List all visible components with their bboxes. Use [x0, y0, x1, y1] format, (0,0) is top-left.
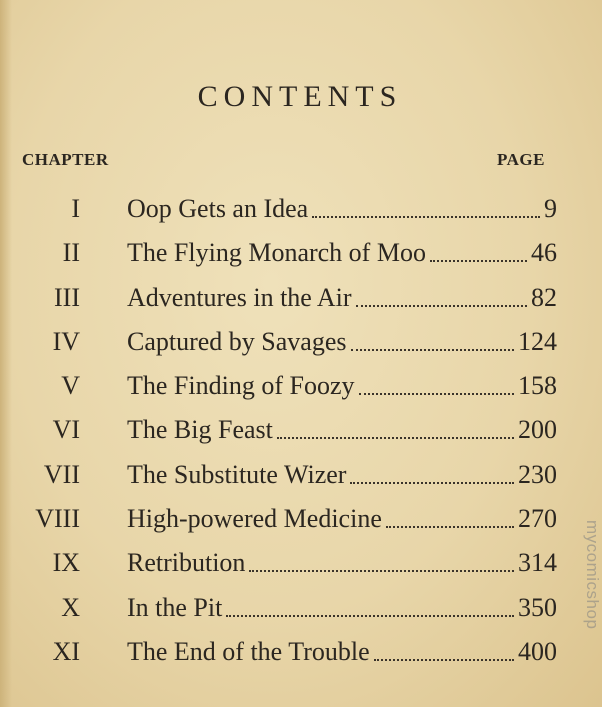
chapter-number: VI: [52, 415, 80, 445]
chapter-page: 82: [531, 282, 557, 312]
toc-row: [0, 540, 600, 584]
chapter-title: The Finding of Foozy: [127, 371, 355, 401]
chapter-page: 350: [518, 592, 557, 622]
toc-row: [0, 186, 600, 230]
chapter-number: V: [61, 371, 80, 401]
chapter-page: 124: [518, 326, 557, 356]
toc-row: [0, 496, 600, 540]
chapter-number: VIII: [35, 504, 80, 534]
dot-leader: [277, 437, 514, 439]
chapter-column-header: CHAPTER: [22, 150, 109, 169]
chapter-title: The End of the Trouble: [127, 636, 370, 666]
chapter-number: I: [71, 194, 80, 223]
chapter-title: The Substitute Wizer: [127, 459, 347, 489]
chapter-title: In the Pit: [127, 592, 223, 622]
chapter-page: 270: [518, 504, 557, 534]
chapter-title: Adventures in the Air: [127, 282, 352, 312]
chapter-page: 158: [518, 371, 557, 401]
chapter-page: 230: [518, 459, 557, 489]
page-column-header: PAGE: [497, 150, 545, 169]
chapter-title: The Flying Monarch of Moo: [127, 238, 426, 268]
dot-leader: [249, 570, 514, 572]
chapter-number: IV: [52, 326, 80, 356]
dot-leader: [430, 260, 527, 262]
table-of-contents: [0, 186, 600, 673]
chapter-page: 200: [518, 415, 557, 445]
chapter-number: VII: [43, 459, 80, 489]
chapter-number: II: [62, 238, 80, 268]
toc-row: [0, 363, 600, 407]
contents-title: CONTENTS: [197, 80, 403, 113]
dot-leader: [351, 349, 514, 351]
dot-leader: [386, 526, 514, 528]
chapter-title: Captured by Savages: [127, 326, 347, 356]
dot-leader: [350, 482, 514, 484]
chapter-page: 46: [531, 238, 557, 268]
chapter-number: XI: [52, 636, 80, 666]
chapter-number: IX: [52, 548, 80, 578]
chapter-title: Retribution: [127, 548, 246, 578]
chapter-title: High-powered Medicine: [127, 504, 382, 534]
toc-row: [0, 452, 600, 496]
toc-row: [0, 407, 600, 451]
dot-leader: [226, 615, 514, 617]
chapter-page: 314: [518, 548, 557, 578]
watermark-text: mycomicshop: [583, 520, 602, 630]
chapter-number: X: [61, 592, 80, 622]
dot-leader: [359, 393, 515, 395]
dot-leader: [374, 659, 514, 661]
chapter-page: 400: [518, 636, 557, 666]
toc-row: [0, 585, 600, 629]
chapter-page: 9: [544, 194, 557, 223]
chapter-title: The Big Feast: [127, 415, 273, 445]
toc-row: [0, 629, 600, 673]
chapter-title: Oop Gets an Idea: [127, 194, 309, 223]
toc-row: [0, 230, 600, 274]
dot-leader: [312, 216, 540, 218]
toc-row: [0, 319, 600, 363]
toc-row: [0, 275, 600, 319]
dot-leader: [356, 305, 527, 307]
chapter-number: III: [54, 282, 80, 312]
